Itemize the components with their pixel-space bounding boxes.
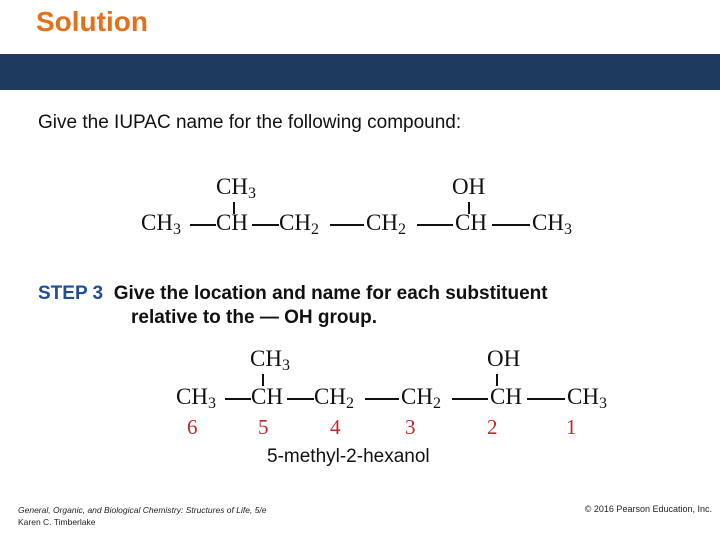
carbon-number-2: 2 bbox=[487, 415, 498, 439]
footer-copyright: © 2016 Pearson Education, Inc. bbox=[584, 504, 712, 514]
chain-c1-1: $CH_3$ bbox=[532, 210, 572, 238]
answer-name: 5-methyl-2-hexanol bbox=[267, 446, 430, 467]
carbon-number-4: 4 bbox=[330, 415, 341, 439]
step-label: STEP 3 bbox=[38, 283, 104, 304]
carbon-number-1: 1 bbox=[566, 415, 577, 439]
hydroxyl-substituent-1: OH bbox=[452, 174, 486, 199]
bond-c4-c3-1 bbox=[330, 224, 364, 226]
hydroxyl-substituent-2: OH bbox=[487, 346, 521, 371]
bond-c2-c1-1 bbox=[492, 224, 530, 226]
methyl-substituent-2: $CH_3$ bbox=[250, 346, 290, 374]
chain-c6-2: $CH_3$ bbox=[176, 384, 216, 412]
bond-c2-c1-2 bbox=[527, 398, 565, 400]
chain-c2-1: CH bbox=[455, 210, 487, 235]
chain-c6-1: $CH_3$ bbox=[141, 210, 181, 238]
chain-c5-1: CH bbox=[216, 210, 248, 235]
methyl-substituent-1: $CH_3$ bbox=[216, 174, 256, 202]
bond-c6-c5-1 bbox=[190, 224, 216, 226]
bond-c3-c2-2 bbox=[452, 398, 488, 400]
step-3-line-2: relative to the — OH group. bbox=[131, 307, 377, 328]
step-instruction-1: Give the location and name for each substituent bbox=[113, 283, 548, 304]
chain-c5-2: CH bbox=[251, 384, 283, 409]
footer-citation bbox=[18, 504, 267, 528]
chain-c3-2: $CH_2$ bbox=[401, 384, 441, 412]
chain-c4-2: $CH_2$ bbox=[314, 384, 354, 412]
header-band bbox=[0, 54, 720, 90]
step-3-line-1 bbox=[38, 280, 548, 307]
footer-author: Karen C. Timberlake bbox=[18, 517, 96, 527]
footer-book-title: General, Organic, and Biological Chemistry: Structures of Life, 5/e bbox=[18, 505, 267, 515]
bond-c3-c2-1 bbox=[417, 224, 453, 226]
bond-c4-c3-2 bbox=[365, 398, 399, 400]
question-text: Give the IUPAC name for the following compound: bbox=[38, 112, 462, 133]
carbon-number-6: 6 bbox=[187, 415, 198, 439]
slide-title: Solution bbox=[36, 6, 148, 37]
bond-c5-c4-2 bbox=[287, 398, 314, 400]
carbon-number-5: 5 bbox=[258, 415, 269, 439]
bond-c6-c5-2 bbox=[225, 398, 251, 400]
carbon-number-3: 3 bbox=[405, 415, 416, 439]
bond-c5-c4-1 bbox=[252, 224, 279, 226]
chain-c4-1: $CH_2$ bbox=[279, 210, 319, 238]
chain-c2-2: CH bbox=[490, 384, 522, 409]
chain-c1-2: $CH_3$ bbox=[567, 384, 607, 412]
chain-c3-1: $CH_2$ bbox=[366, 210, 406, 238]
